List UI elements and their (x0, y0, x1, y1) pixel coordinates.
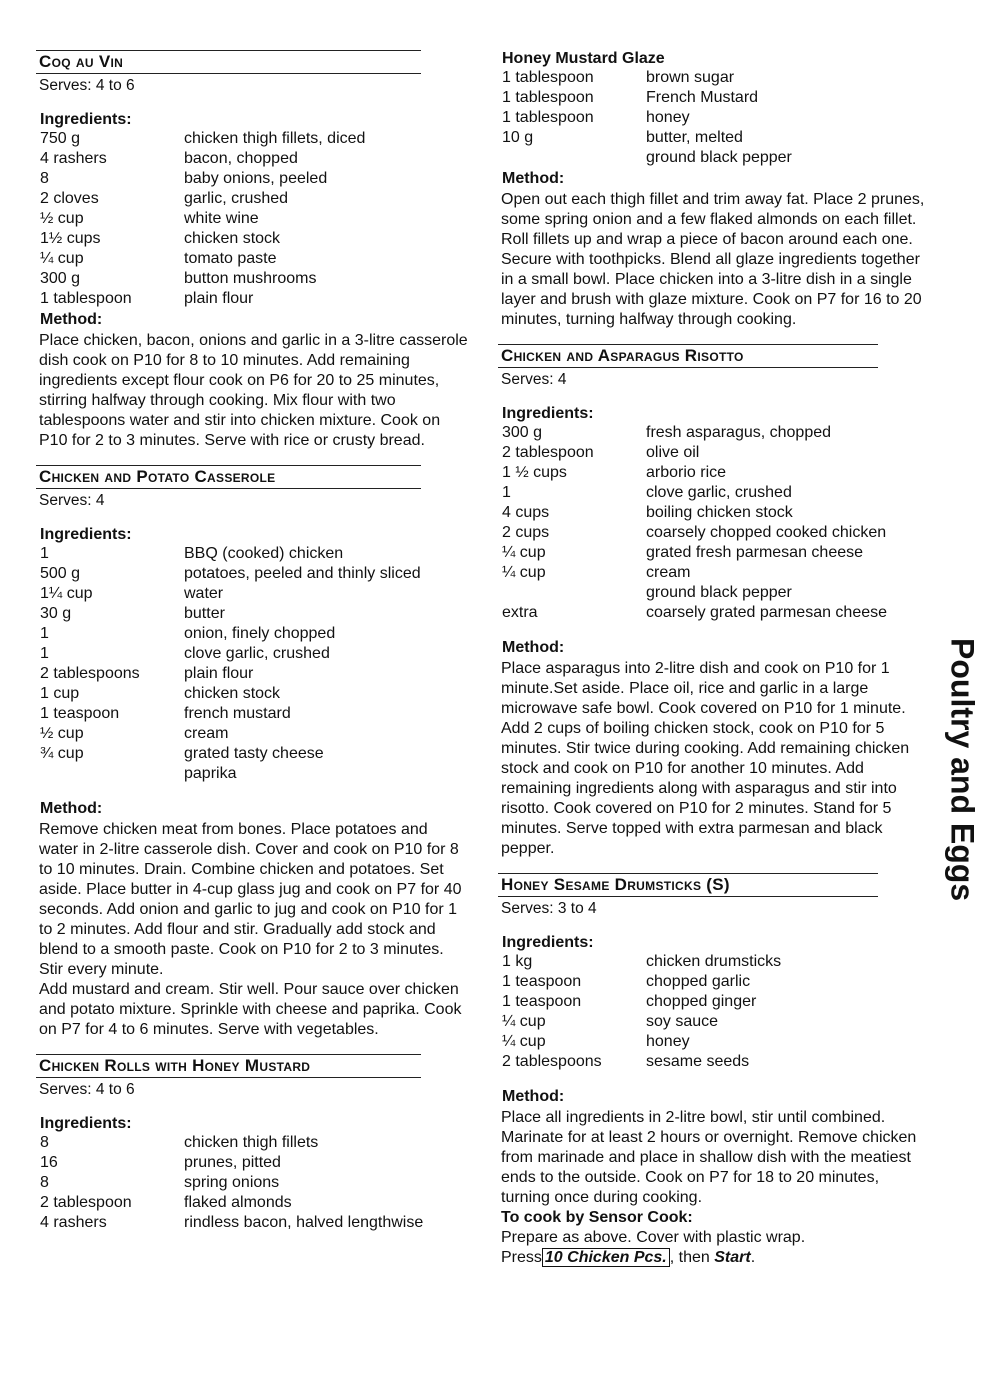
ingredient-item: grated tasty cheese (184, 745, 324, 762)
ingredient-qty: 2 tablespoon (40, 1194, 132, 1211)
method-text (39, 820, 470, 1040)
ingredient-item: bacon, chopped (184, 150, 298, 167)
ingredient-qty: 1½ cups (40, 230, 101, 247)
glaze-label: Honey Mustard Glaze (502, 50, 665, 67)
ingredient-qty: 1 (40, 625, 49, 642)
ingredient-item: baby onions, peeled (184, 170, 328, 187)
ingredients-label: Ingredients: (40, 526, 132, 543)
ingredient-qty: 2 cups (502, 524, 550, 541)
ingredient-qty: 1¼ cup (40, 585, 93, 602)
recipe-title: Coq au Vin (36, 50, 421, 74)
ingredient-qty: 300 g (40, 270, 81, 287)
serves: Serves: 4 (501, 371, 567, 388)
method-paragraph: Add mustard and cream. Stir well. Pour sauce over chicken and potato mixture. Sprinkle with cheese and paprika. Cook on P7 for 4 to 6 minutes. Serve with vegetables. (39, 981, 462, 1038)
ingredient-item: water (184, 585, 224, 602)
ingredient-qty: 1 tablespoon (502, 109, 594, 126)
ingredient-item: honey (646, 109, 690, 126)
ingredient-item: chicken stock (184, 230, 281, 247)
method-paragraph: Place all ingredients in 2-litre bowl, stir until combined. Marinate for at least 2 hours or overnight. Remove chicken from marinade and place in shallow dish with the meatiest ends to the outside. Cook on P7 for 18 to 20 minutes, turning once during cooking. (501, 1109, 917, 1206)
ingredient-item: olive oil (646, 444, 700, 461)
ingredient-item: chicken stock (184, 685, 281, 702)
ingredient-item: chicken thigh fillets, diced (184, 130, 366, 147)
ingredient-qty: 30 g (40, 605, 72, 622)
recipe-title: Chicken and Asparagus Risotto (498, 344, 878, 368)
recipe-asparagus-risotto (498, 344, 926, 859)
ingredient-qty (502, 148, 646, 168)
sensor-cook-text: Prepare as above. Cover with plastic wrap. (501, 1229, 806, 1246)
recipe-honey-sesame-drumsticks (498, 873, 926, 1268)
recipe-chicken-rolls (36, 1054, 470, 1233)
glaze-list (502, 68, 926, 168)
ingredient-item: prunes, pitted (184, 1154, 281, 1171)
method-label: Method: (40, 800, 103, 817)
left-column (36, 50, 470, 1247)
sensor-press-line (501, 1248, 926, 1268)
method-text (501, 190, 926, 330)
start-key: Start (714, 1249, 751, 1266)
ingredient-item: grated fresh parmesan cheese (646, 544, 864, 561)
ingredient-item: ground black pepper (646, 584, 792, 601)
method-text (501, 1108, 926, 1268)
ingredient-qty: ½ cup (40, 725, 84, 742)
ingredient-item: coarsely chopped cooked chicken (646, 524, 887, 541)
ingredient-qty: 1 kg (502, 953, 533, 970)
ingredient-qty: 750 g (40, 130, 81, 147)
ingredient-item: spring onions (184, 1174, 280, 1191)
ingredient-item: BBQ (cooked) chicken (184, 545, 344, 562)
ingredient-qty: 2 tablespoon (502, 444, 594, 461)
ingredients-label: Ingredients: (502, 405, 594, 422)
ingredient-item: flaked almonds (184, 1194, 292, 1211)
ingredient-qty: 4 cups (502, 504, 550, 521)
ingredient-item: coarsely grated parmesan cheese (646, 604, 888, 621)
ingredient-item: french mustard (184, 705, 291, 722)
ingredient-qty: ¼ cup (502, 544, 546, 561)
ingredient-qty: 1 ½ cups (502, 464, 567, 481)
press-text: Press (501, 1249, 542, 1266)
ingredient-item: fresh asparagus, chopped (646, 424, 832, 441)
ingredient-item: butter, melted (646, 129, 743, 146)
serves: Serves: 3 to 4 (501, 900, 597, 917)
ingredient-qty: 300 g (502, 424, 543, 441)
ingredient-item: clove garlic, crushed (646, 484, 792, 501)
ingredient-item: potatoes, peeled and thinly sliced (184, 565, 421, 582)
end-text: . (750, 1249, 756, 1266)
ingredient-qty: ½ cup (40, 210, 84, 227)
then-text: , then (669, 1249, 710, 1266)
ingredient-qty: 1 (40, 645, 49, 662)
method-paragraph: Remove chicken meat from bones. Place potatoes and water in 2-litre casserole dish. Cover and cook on P10 for 8 to 10 minutes. Drain. Combine chicken and potatoes. Set aside. Place butter in 4-cup glass jug and cook on P7 for 40 seconds. Add onion and garlic to jug and cook on P10 for 1 to 2 minutes. Add flour and stir. Gradually add stock and blend to a smooth paste. Cook on P10 for 2 to 3 minutes. Stir every minute. (39, 821, 462, 978)
method-label: Method: (502, 639, 565, 656)
method-paragraph: Open out each thigh fillet and trim away fat. Place 2 prunes, some spring onion and a few flaked almonds on each fillet. Roll fillets up and wrap a piece of bacon around each one. Secure with toothpicks. Blend all glaze ingredients together in a small bowl. Place chicken into a 3-litre dish in a single layer and brush with glaze mixture. Cook on P7 for 16 to 20 minutes, turning halfway through cooking. (501, 191, 925, 328)
section-title: Poultry and Eggs (944, 638, 981, 902)
ingredient-qty: 500 g (40, 565, 81, 582)
ingredient-item: clove garlic, crushed (184, 645, 330, 662)
method-label: Method: (502, 1088, 565, 1105)
ingredient-qty: 1 tablespoon (502, 69, 594, 86)
ingredient-list (502, 952, 926, 1072)
ingredient-qty: 1 tablespoon (40, 290, 132, 307)
ingredient-item: French Mustard (646, 89, 759, 106)
recipe-title: Honey Sesame Drumsticks (S) (498, 873, 878, 897)
ingredient-qty: 2 tablespoons (40, 665, 140, 682)
ingredient-item: rindless bacon, halved lengthwise (184, 1214, 424, 1231)
ingredient-qty: 1 teaspoon (502, 973, 582, 990)
ingredient-item: cream (184, 725, 229, 742)
ingredient-qty: ¼ cup (502, 1033, 546, 1050)
ingredient-item: chopped ginger (646, 993, 757, 1010)
ingredient-item: sesame seeds (646, 1053, 750, 1070)
ingredient-item: garlic, crushed (184, 190, 289, 207)
ingredient-item: soy sauce (646, 1013, 719, 1030)
recipe-title: Chicken and Potato Casserole (36, 465, 421, 489)
ingredient-qty: 8 (40, 1134, 49, 1151)
method-text (39, 331, 470, 451)
ingredient-item: chopped garlic (646, 973, 751, 990)
ingredient-list (40, 1133, 470, 1233)
ingredient-qty: ¾ cup (40, 745, 84, 762)
serves: Serves: 4 to 6 (39, 77, 135, 94)
ingredient-item: brown sugar (646, 69, 735, 86)
ingredient-qty: 1 (40, 545, 49, 562)
ingredient-qty: 1 cup (40, 685, 80, 702)
ingredient-qty: 10 g (502, 129, 534, 146)
ingredient-qty: 4 rashers (40, 1214, 107, 1231)
section-side-tab (942, 600, 982, 940)
ingredient-item: plain flour (184, 290, 254, 307)
recipe-chicken-potato-casserole (36, 465, 470, 1040)
recipe-coq-au-vin (36, 50, 470, 451)
ingredient-qty: 16 (40, 1154, 58, 1171)
ingredients-label: Ingredients: (502, 934, 594, 951)
ingredient-qty: 1 teaspoon (40, 705, 120, 722)
ingredient-item: plain flour (184, 665, 254, 682)
ingredient-item: ground black pepper (646, 149, 792, 166)
ingredient-qty: 1 tablespoon (502, 89, 594, 106)
method-text (501, 659, 926, 859)
ingredient-item: butter (184, 605, 225, 622)
ingredient-item: boiling chicken stock (646, 504, 793, 521)
ingredient-list (40, 129, 470, 309)
recipe-title: Chicken Rolls with Honey Mustard (36, 1054, 421, 1078)
ingredient-item: chicken thigh fillets (184, 1134, 319, 1151)
ingredient-qty: extra (502, 604, 538, 621)
ingredient-item: arborio rice (646, 464, 727, 481)
ingredient-item: white wine (184, 210, 259, 227)
ingredient-item: honey (646, 1033, 690, 1050)
ingredient-item: chicken drumsticks (646, 953, 782, 970)
ingredient-item: paprika (184, 765, 237, 782)
ingredient-qty: ¼ cup (40, 250, 84, 267)
ingredient-qty: 1 teaspoon (502, 993, 582, 1010)
method-paragraph: Place chicken, bacon, onions and garlic in a 3-litre casserole dish cook on P10 for 8 to 10 minutes. Add remaining ingredients except flour cook on P6 for 20 to 25 minutes, stirring halfway through cooking. Mix flour with two tablespoons water and stir into chicken mixture. Cook on P10 for 2 to 3 minutes. Serve with rice or crusty bread. (39, 332, 468, 449)
ingredient-qty: 1 (502, 484, 511, 501)
ingredient-qty: ¼ cup (502, 564, 546, 581)
ingredient-list (502, 423, 926, 623)
ingredient-qty (502, 583, 646, 603)
ingredient-item: button mushrooms (184, 270, 317, 287)
ingredient-qty: 8 (40, 1174, 49, 1191)
ingredient-qty: 4 rashers (40, 150, 107, 167)
serves: Serves: 4 (39, 492, 105, 509)
ingredient-item: cream (646, 564, 691, 581)
ingredient-qty (40, 764, 184, 784)
ingredient-qty: ¼ cup (502, 1013, 546, 1030)
method-paragraph: Place asparagus into 2-litre dish and cook on P10 for 1 minute.Set aside. Place oil, rice and garlic in a large microwave safe bowl. Cook covered on P10 for 1 minute. Add 2 cups of boiling chicken stock, cook on P10 for 5 minutes. Stir twice during cooking. Add remaining chicken stock and cook on P10 for another 10 minutes. Add remaining ingredients along with asparagus and stir into risotto. Cook covered on P10 for 2 minutes. Stand for 5 minutes. Serve topped with extra parmesan and black pepper. (501, 660, 910, 857)
ingredients-label: Ingredients: (40, 1115, 132, 1132)
ingredient-qty: 2 cloves (40, 190, 99, 207)
ingredient-qty: 8 (40, 170, 49, 187)
ingredients-label: Ingredients: (40, 111, 132, 128)
recipe-chicken-rolls-continued (498, 50, 926, 330)
serves: Serves: 4 to 6 (39, 1081, 135, 1098)
method-label: Method: (40, 311, 103, 328)
right-column (498, 50, 926, 1282)
ingredient-qty: 2 tablespoons (502, 1053, 602, 1070)
method-label: Method: (502, 170, 565, 187)
chicken-pcs-key: 10 Chicken Pcs. (542, 1248, 670, 1267)
ingredient-item: onion, finely chopped (184, 625, 336, 642)
sensor-cook-label: To cook by Sensor Cook: (501, 1209, 693, 1226)
ingredient-list (40, 544, 470, 784)
ingredient-item: tomato paste (184, 250, 277, 267)
